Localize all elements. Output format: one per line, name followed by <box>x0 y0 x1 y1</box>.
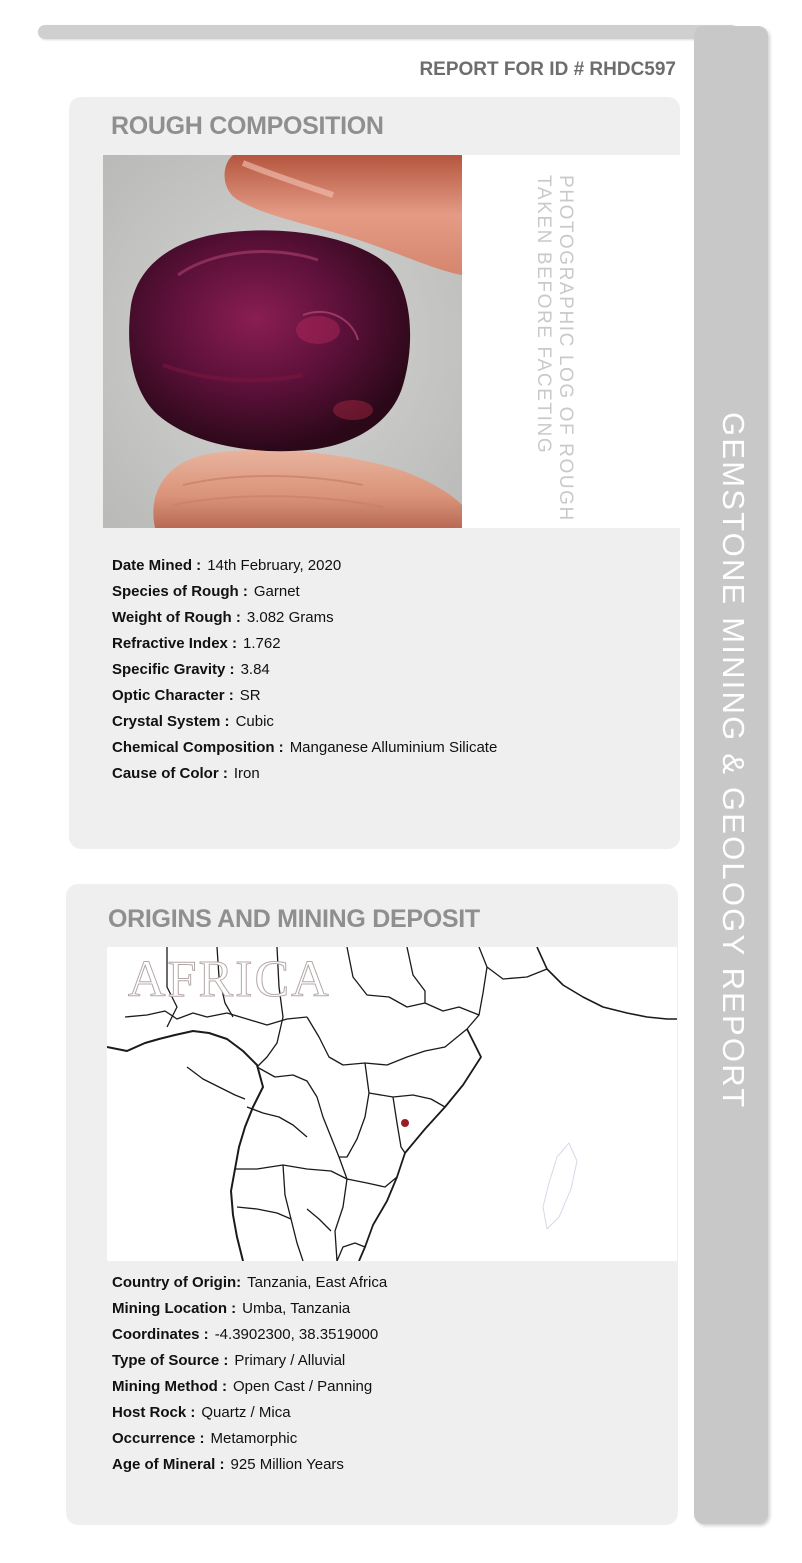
field-label: Occurrence : <box>112 1430 205 1447</box>
field-label: Country of Origin: <box>112 1274 242 1291</box>
origins-title: ORIGINS AND MINING DEPOSIT <box>108 905 480 933</box>
list-item <box>112 1348 387 1374</box>
caption-line-1: PHOTOGRAPHIC LOG OF ROUGH <box>555 175 576 522</box>
field-value: Tanzania, East Africa <box>247 1274 388 1291</box>
photo-area <box>103 155 680 528</box>
list-item <box>112 1426 387 1452</box>
east-coastline <box>537 947 677 1019</box>
caption-line-2: TAKEN BEFORE FACETING <box>533 175 554 455</box>
field-value: SR <box>239 687 261 704</box>
report-id: REPORT FOR ID # RHDC597 <box>419 59 676 80</box>
field-label: Refractive Index : <box>112 635 238 652</box>
list-item <box>112 1452 387 1478</box>
field-label: Optic Character : <box>112 687 234 704</box>
field-label: Age of Mineral : <box>112 1456 225 1473</box>
field-label: Crystal System : <box>112 713 230 730</box>
field-value: Manganese Alluminium Silicate <box>289 739 498 756</box>
list-item <box>112 761 497 787</box>
field-label: Type of Source : <box>112 1352 229 1369</box>
field-value: 1.762 <box>243 635 281 652</box>
field-value: 925 Million Years <box>230 1456 344 1473</box>
map-label: AFRICA <box>128 951 331 1008</box>
list-item <box>112 631 497 657</box>
list-item <box>112 605 497 631</box>
field-label: Mining Location : <box>112 1300 237 1317</box>
list-item <box>112 735 497 761</box>
field-label: Specific Gravity : <box>112 661 235 678</box>
field-value: Umba, Tanzania <box>242 1300 351 1317</box>
list-item <box>112 1400 387 1426</box>
rough-composition-title: ROUGH COMPOSITION <box>111 112 384 140</box>
field-value: Metamorphic <box>210 1430 298 1447</box>
field-value: 3.84 <box>240 661 270 678</box>
list-item <box>112 1296 387 1322</box>
field-label: Cause of Color : <box>112 765 228 782</box>
rough-details-list <box>112 553 497 787</box>
field-label: Coordinates : <box>112 1326 209 1343</box>
field-value: Quartz / Mica <box>201 1404 291 1421</box>
field-value: Open Cast / Panning <box>232 1378 373 1395</box>
field-value: -4.3902300, 38.3519000 <box>214 1326 379 1343</box>
field-label: Weight of Rough : <box>112 609 241 626</box>
rough-gem-photo <box>103 155 462 528</box>
field-value: Garnet <box>253 583 300 600</box>
field-label: Host Rock : <box>112 1404 196 1421</box>
origin-details-list <box>112 1270 387 1478</box>
coastline <box>107 1031 263 1261</box>
top-bar <box>38 25 738 39</box>
field-label: Date Mined : <box>112 557 202 574</box>
list-item <box>112 657 497 683</box>
list-item <box>112 579 497 605</box>
list-item <box>112 709 497 735</box>
photo-caption <box>532 175 576 522</box>
field-label: Chemical Composition : <box>112 739 284 756</box>
field-value: 3.082 Grams <box>246 609 334 626</box>
field-value: Iron <box>233 765 260 782</box>
field-value: Primary / Alluvial <box>234 1352 346 1369</box>
list-item <box>112 1322 387 1348</box>
list-item <box>112 1374 387 1400</box>
list-item <box>112 553 497 579</box>
side-title: GEMSTONE MINING & GEOLOGY REPORT <box>716 412 751 1110</box>
list-item <box>112 1270 387 1296</box>
field-value: Cubic <box>235 713 274 730</box>
field-label: Mining Method : <box>112 1378 227 1395</box>
field-label: Species of Rough : <box>112 583 248 600</box>
field-value: 14th February, 2020 <box>207 557 342 574</box>
list-item <box>112 683 497 709</box>
mining-location-marker <box>401 1119 409 1127</box>
